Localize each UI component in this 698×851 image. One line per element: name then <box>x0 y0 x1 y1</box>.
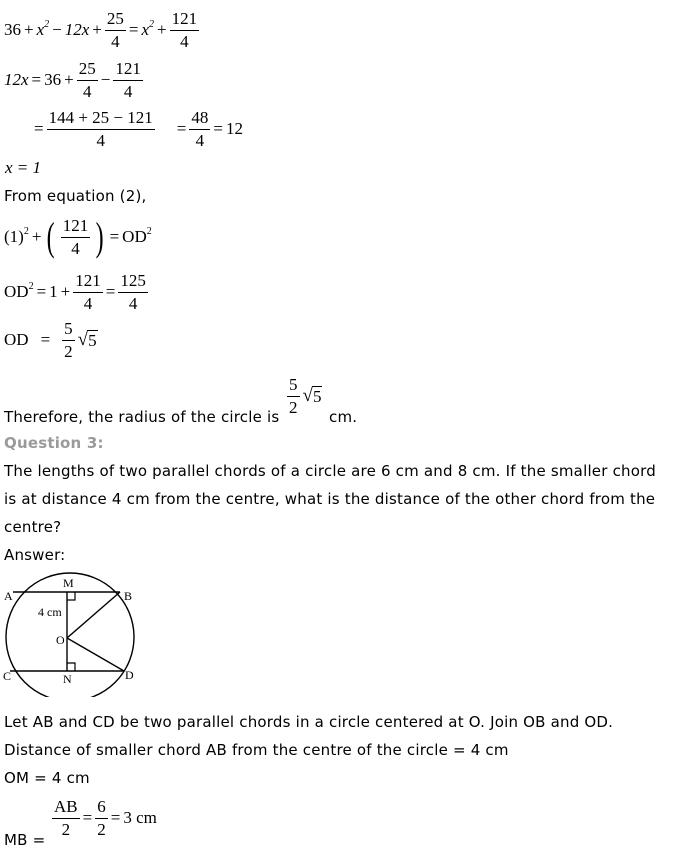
left-paren: ( <box>47 214 56 260</box>
term: $OD^2$ <box>4 281 34 302</box>
fraction: $\frac{25}{4}$ <box>78 59 96 101</box>
question-text-line-2: is at distance 4 cm from the centre, what is the distance of the other chord from the <box>4 490 656 508</box>
fraction: $\frac{121}{4}$ <box>171 9 198 51</box>
label-d: D <box>125 668 134 682</box>
operator: = <box>34 119 44 139</box>
operator: + <box>92 20 102 40</box>
radius-value <box>287 376 322 417</box>
equation-2 <box>4 60 143 101</box>
from-equation-text: From equation (2), <box>4 187 147 205</box>
operator: + <box>64 70 74 90</box>
operator: − <box>52 20 62 40</box>
term: 36 <box>44 70 62 90</box>
square-root: √ 5 <box>302 385 322 407</box>
equation-4: x = 1 <box>5 158 42 177</box>
label-a: A <box>4 589 13 603</box>
question-text-line-3: centre? <box>4 518 62 536</box>
operator: = <box>82 808 93 828</box>
operator: = <box>109 227 120 247</box>
distance-label: 4 cm <box>38 605 62 619</box>
radius-unit: cm. <box>329 408 358 426</box>
label-o: O <box>56 633 65 647</box>
fraction: $\frac{121}{4}$ <box>62 216 89 258</box>
term: 1 <box>49 282 58 302</box>
mb-label: MB = <box>4 831 46 849</box>
operator: = <box>110 808 121 828</box>
operator: + <box>31 227 42 247</box>
fraction: $\frac{AB}{2}$ <box>54 797 78 839</box>
operator: − <box>100 70 111 90</box>
operator: + <box>24 20 34 40</box>
operator: + <box>157 20 167 40</box>
term: OD <box>4 330 29 350</box>
fraction: $\frac{121}{4}$ <box>75 271 101 313</box>
question-label: Question 3: <box>4 434 104 452</box>
right-angle-m <box>67 592 75 600</box>
term: 36 <box>4 20 21 40</box>
fraction: $\frac{125}{4}$ <box>120 271 146 313</box>
fraction: $\frac{5}{2}$ <box>64 319 73 361</box>
paragraph-3: OM = 4 cm <box>4 769 90 787</box>
right-angle-n <box>67 663 75 671</box>
label-m: M <box>63 576 74 590</box>
fraction: $\frac{25}{4}$ <box>106 9 124 51</box>
term: $x^2$ <box>36 19 50 40</box>
term: $x^2$ <box>141 19 155 40</box>
label-b: B <box>124 589 133 603</box>
equation-1 <box>4 10 199 51</box>
term: 12 <box>225 119 243 139</box>
question-text-line-1: The lengths of two parallel chords of a circle are 6 cm and 8 cm. If the smaller chord <box>4 462 656 480</box>
fraction: $\frac{144 + 25 - 121}{4}$ <box>48 108 153 150</box>
operator: + <box>60 282 71 302</box>
operator: = <box>40 330 51 350</box>
mb-equation <box>52 798 157 839</box>
answer-label: Answer: <box>4 546 66 564</box>
term: $OD^2$ <box>122 226 152 247</box>
fraction: $\frac{48}{4}$ <box>191 108 209 150</box>
therefore-text: Therefore, the radius of the circle is <box>4 408 280 426</box>
operator: = <box>176 119 187 139</box>
fraction: $\frac{121}{4}$ <box>115 59 141 101</box>
square-root: √ 5 <box>77 329 97 351</box>
equation-7 <box>4 320 98 361</box>
equation-5 <box>4 214 152 260</box>
operator: = <box>31 70 42 90</box>
operator: = <box>36 282 47 302</box>
circle-diagram <box>0 572 150 697</box>
operator: = <box>128 20 139 40</box>
fraction: $\frac{6}{2}$ <box>97 797 106 839</box>
equation-6 <box>4 272 148 313</box>
label-n: N <box>63 672 72 686</box>
fraction: $\frac{5}{2}$ <box>289 375 298 417</box>
label-c: C <box>3 669 12 683</box>
paragraph-1: Let AB and CD be two parallel chords in a circle centered at O. Join OB and OD. <box>4 713 614 731</box>
equation-3 <box>34 109 243 150</box>
paragraph-2: Distance of smaller chord AB from the centre of the circle = 4 cm <box>4 741 509 759</box>
term: $(1)^2$ <box>4 226 29 247</box>
right-paren: ) <box>95 214 104 260</box>
term: 12x <box>4 70 29 90</box>
term: 12x <box>64 20 90 40</box>
term: 3 cm <box>123 808 157 828</box>
operator: = <box>213 119 223 139</box>
operator: = <box>105 282 116 302</box>
